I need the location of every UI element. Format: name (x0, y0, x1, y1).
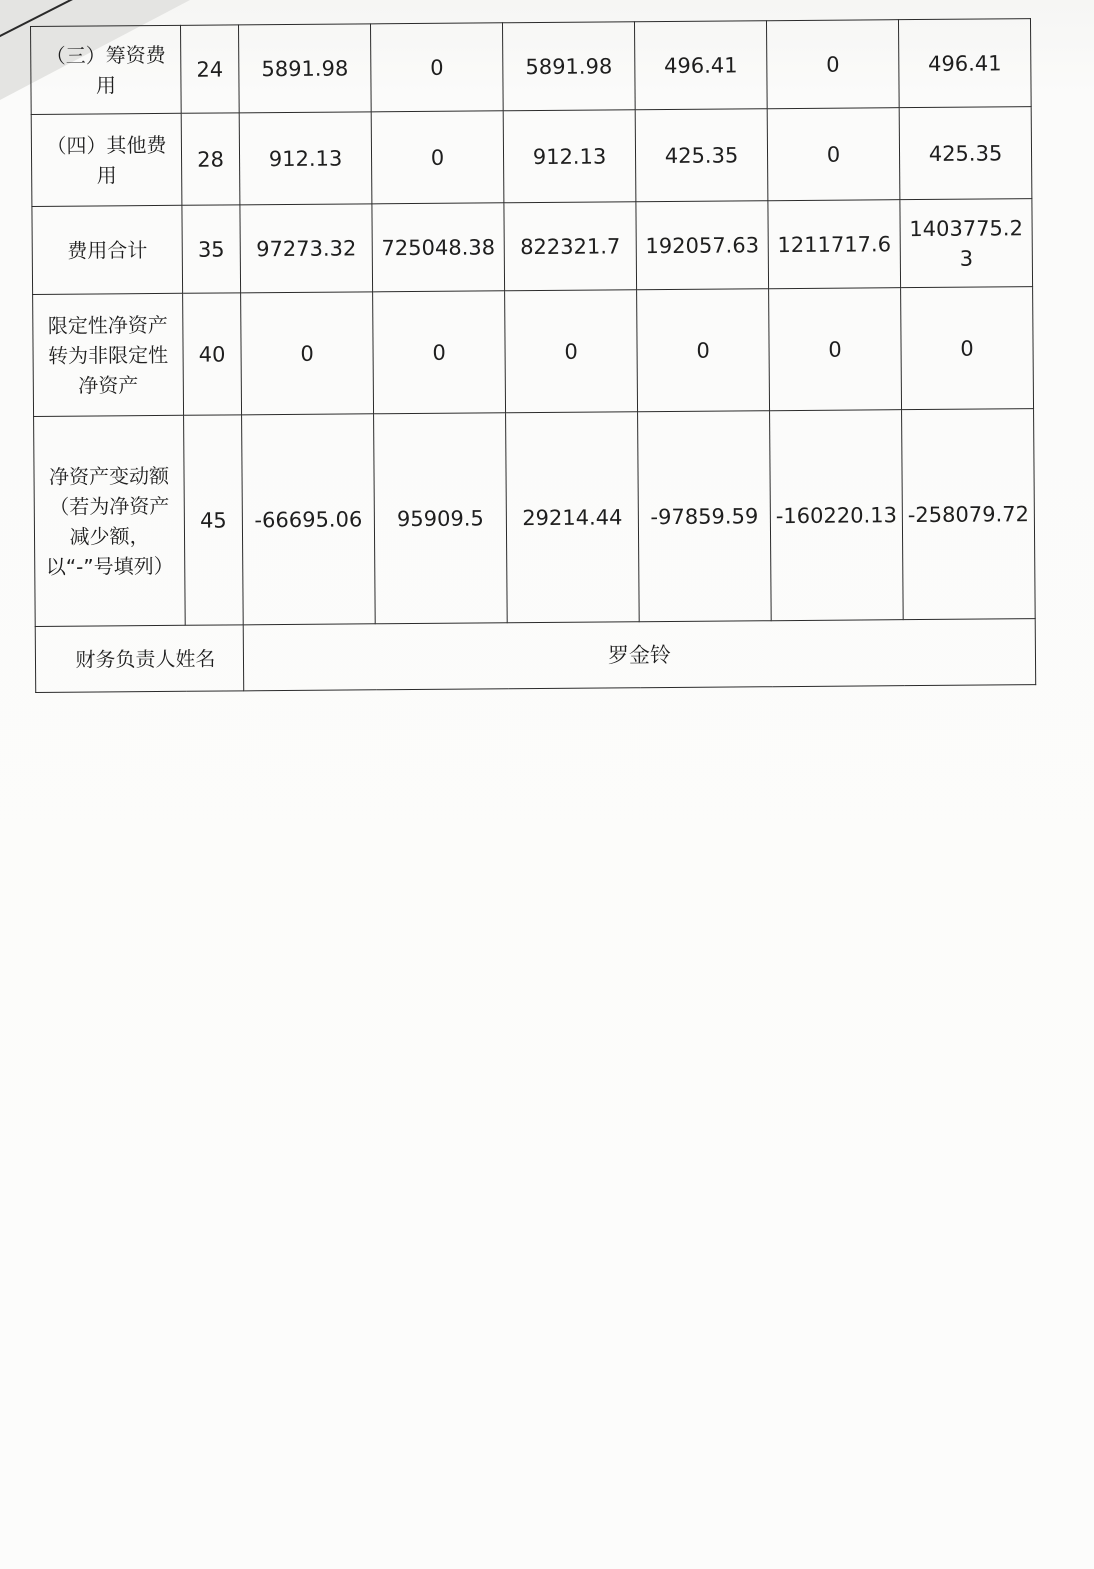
value-cell: 912.13 (503, 110, 636, 203)
value-cell: 912.13 (239, 112, 372, 205)
table-row-restricted-transfer (33, 287, 1034, 417)
value-cell: 95909.5 (374, 413, 508, 624)
row-label: （三）筹资费用 (31, 25, 182, 114)
row-label: （四）其他费用 (31, 113, 182, 206)
value-cell: 0 (373, 291, 506, 414)
value-cell: 0 (901, 287, 1034, 410)
value-cell: -160220.13 (770, 410, 904, 621)
table-row-other-expense (31, 107, 1032, 207)
row-label: 限定性净资产转为非限定性净资产 (33, 293, 184, 416)
value-cell: 0 (766, 20, 899, 109)
value-cell: 5891.98 (502, 22, 635, 111)
value-cell: 0 (371, 111, 504, 204)
line-number: 24 (180, 25, 239, 113)
value-cell: 822321.7 (504, 202, 637, 291)
row-label: 费用合计 (32, 205, 183, 294)
value-cell: 0 (370, 23, 503, 112)
value-cell: 0 (637, 289, 770, 412)
value-cell: 0 (505, 290, 638, 413)
value-cell: 425.35 (899, 107, 1032, 200)
value-cell: 97273.32 (240, 204, 373, 293)
value-cell: 0 (769, 288, 902, 411)
value-cell: 496.41 (898, 19, 1031, 108)
line-number: 45 (184, 415, 244, 625)
value-cell: -66695.06 (242, 414, 376, 625)
finance-officer-name: 罗金铃 (243, 619, 1035, 691)
line-number: 40 (183, 293, 242, 415)
table-row-financing-expense (31, 19, 1032, 115)
value-cell: -97859.59 (638, 411, 772, 622)
value-cell: -258079.72 (902, 409, 1036, 620)
report-sheet (30, 18, 1035, 693)
value-cell: 496.41 (634, 21, 767, 110)
line-number: 35 (182, 205, 241, 293)
value-cell: 425.35 (635, 109, 768, 202)
financial-table (30, 18, 1036, 693)
value-cell: 5891.98 (238, 24, 371, 113)
table-row-finance-officer (35, 619, 1035, 693)
value-cell: 0 (767, 108, 900, 201)
table-row-total-expense (32, 199, 1033, 295)
row-label: 净资产变动额（若为净资产减少额，以“-”号填列） (34, 415, 186, 626)
value-cell: 29214.44 (506, 412, 640, 623)
finance-officer-label: 财务负责人姓名 (35, 625, 244, 693)
line-number: 28 (181, 113, 240, 205)
value-cell: 1403775.23 (900, 199, 1033, 288)
value-cell: 0 (241, 292, 374, 415)
table-row-net-asset-change (34, 409, 1036, 627)
value-cell: 192057.63 (636, 201, 769, 290)
value-cell: 1211717.6 (768, 200, 901, 289)
value-cell: 725048.38 (372, 203, 505, 292)
